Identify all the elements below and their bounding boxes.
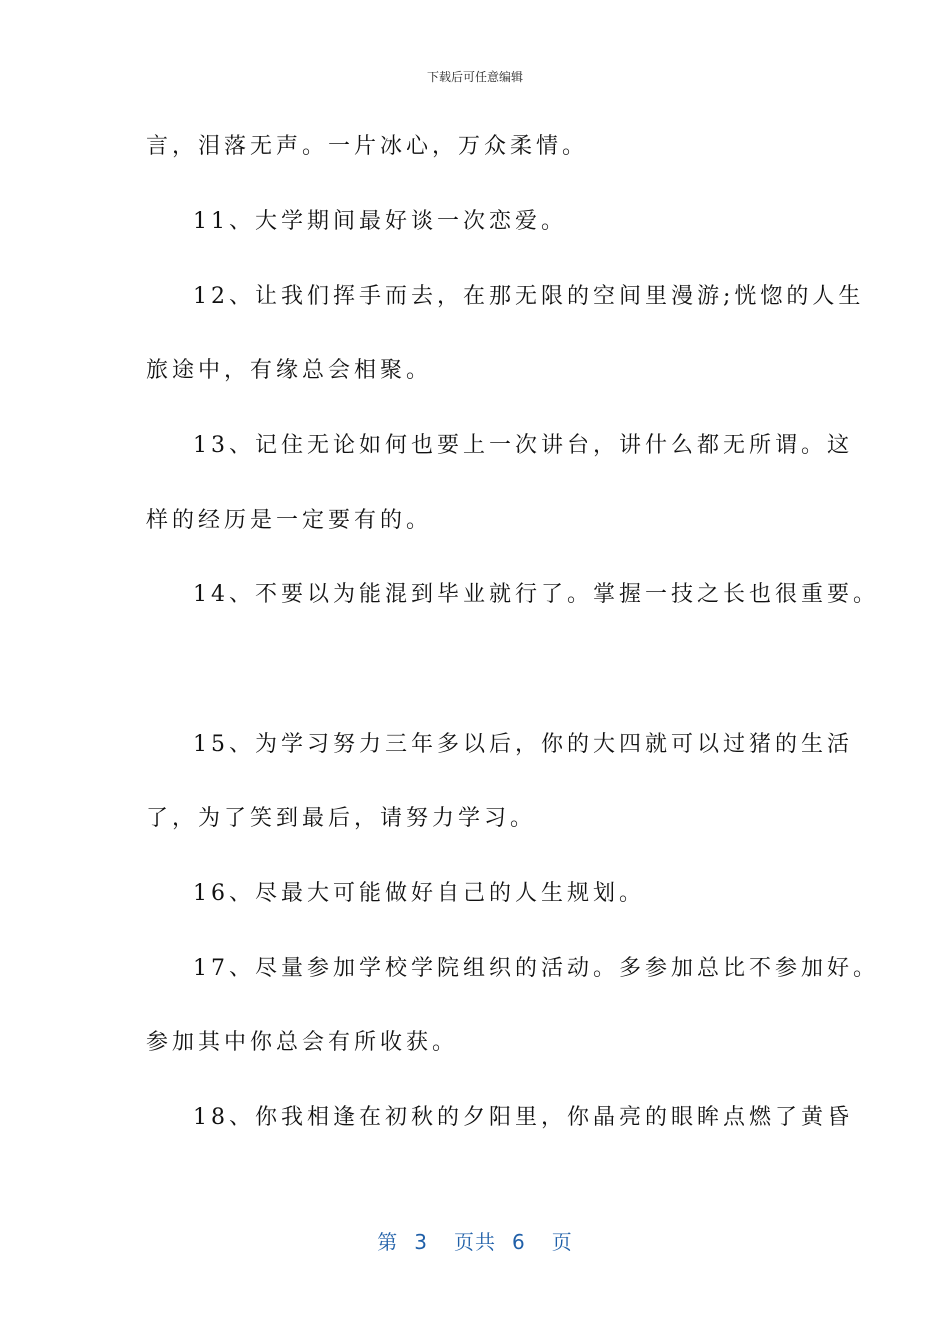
text-line: 13、记住无论如何也要上一次讲台，讲什么都无所谓。这 bbox=[193, 433, 853, 458]
text-line: 了，为了笑到最后，请努力学习。 bbox=[146, 806, 537, 831]
text-line: 旅途中，有缘总会相聚。 bbox=[146, 358, 433, 383]
current-page-number: 3 bbox=[414, 1230, 428, 1254]
footer-middle: 页共 bbox=[454, 1230, 496, 1254]
text-line: 12、让我们挥手而去，在那无限的空间里漫游;恍惚的人生 bbox=[193, 284, 865, 309]
text-line: 样的经历是一定要有的。 bbox=[146, 508, 433, 533]
text-line: 17、尽量参加学校学院组织的活动。多参加总比不参加好。 bbox=[193, 956, 879, 981]
text-line: 14、不要以为能混到毕业就行了。掌握一技之长也很重要。 bbox=[193, 582, 879, 607]
text-line: 16、尽最大可能做好自己的人生规划。 bbox=[193, 881, 645, 906]
text-line: 言，泪落无声。一片冰心，万众柔情。 bbox=[146, 134, 589, 159]
text-line: 18、你我相逢在初秋的夕阳里，你晶亮的眼眸点燃了黄昏 bbox=[193, 1105, 853, 1130]
footer-prefix: 第 bbox=[377, 1230, 399, 1254]
header-note: 下载后可任意编辑 bbox=[426, 70, 523, 84]
page-footer bbox=[0, 1226, 950, 1255]
text-line: 15、为学习努力三年多以后，你的大四就可以过猪的生活 bbox=[193, 732, 853, 757]
text-line: 11、大学期间最好谈一次恋爱。 bbox=[193, 209, 567, 234]
footer-suffix: 页 bbox=[551, 1230, 573, 1254]
total-page-number: 6 bbox=[512, 1230, 526, 1254]
text-line: 参加其中你总会有所收获。 bbox=[146, 1030, 459, 1055]
